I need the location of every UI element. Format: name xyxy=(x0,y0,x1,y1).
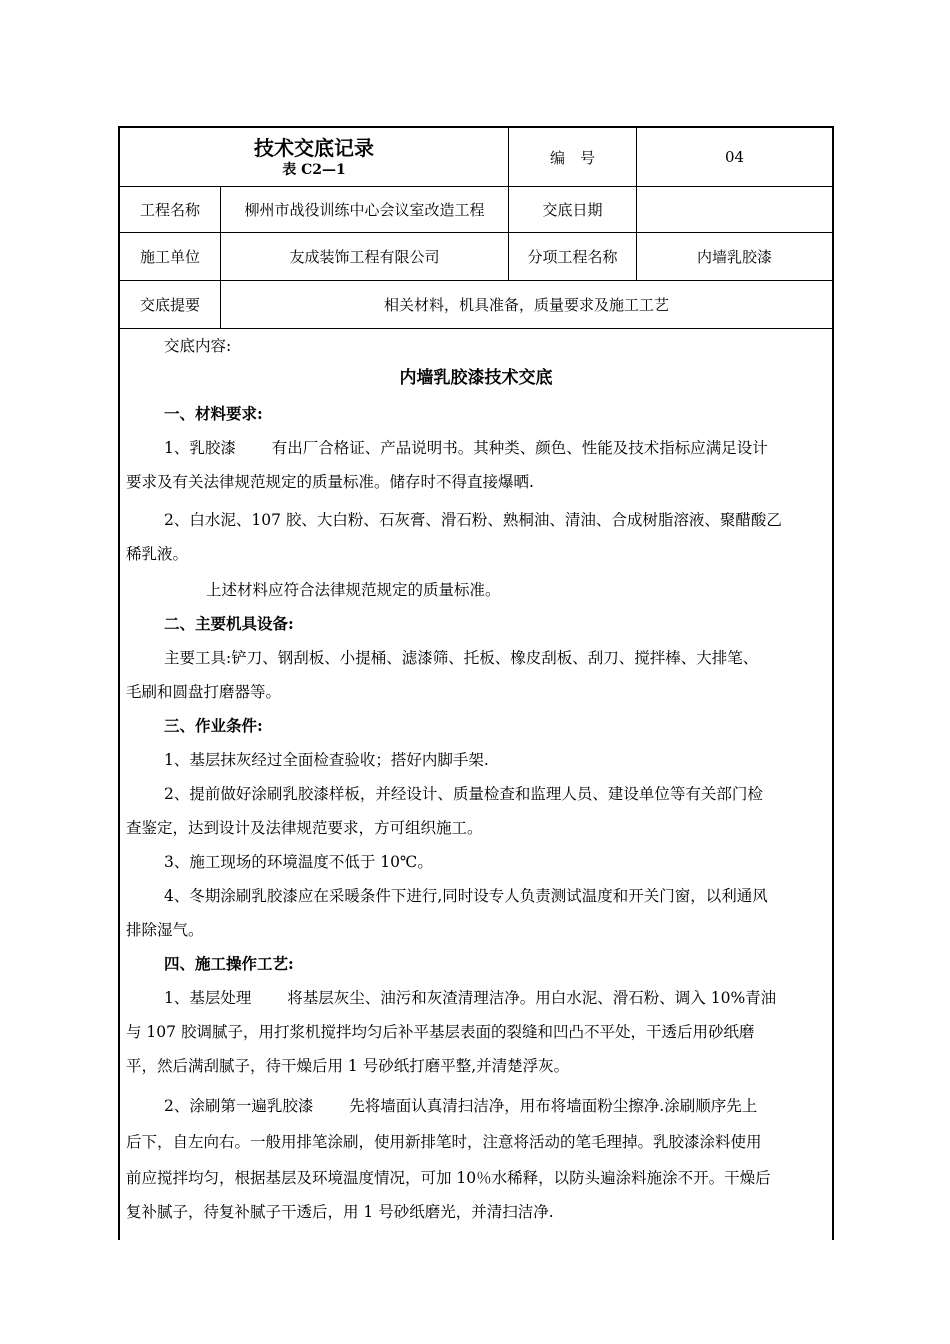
summary-row xyxy=(120,280,832,329)
paragraph-line: 3、施工现场的环境温度不低于 10℃。 xyxy=(164,853,433,871)
title-cell xyxy=(120,128,508,186)
paragraph-line: 要求及有关法律规范规定的质量标准。储存时不得直接爆晒. xyxy=(126,473,534,491)
unit-label: 施工单位 xyxy=(139,247,200,266)
paragraph-line: 1、基层处理 将基层灰尘、油污和灰渣清理洁净。用白水泥、滑石粉、调入 10%青油 xyxy=(164,989,777,1007)
project-label: 工程名称 xyxy=(139,200,200,219)
unit-row xyxy=(120,232,832,281)
summary-label: 交底提要 xyxy=(139,295,200,314)
number-label: 编 号 xyxy=(508,128,636,186)
section-4-heading: 四、施工操作工艺: xyxy=(164,954,294,973)
unit-value: 友成装饰工程有限公司 xyxy=(220,232,508,280)
paragraph-line: 2、提前做好涂刷乳胶漆样板，并经设计、质量检查和监理人员、建设单位等有关部门检 xyxy=(164,785,763,803)
paragraph-line: 后下，自左向右。一般用排笔涂刷，使用新排笔时，注意将活动的笔毛理掉。乳胶漆涂料使用 xyxy=(126,1133,762,1151)
paragraph-line: 4、冬期涂刷乳胶漆应在采暖条件下进行,同时设专人负责测试温度和开关门窗，以利通风 xyxy=(164,887,768,905)
date-value xyxy=(636,186,832,232)
record-title: 技术交底记录 xyxy=(254,136,374,160)
title-row xyxy=(120,128,832,187)
section-2-heading: 二、主要机具设备: xyxy=(164,614,294,633)
paragraph-line: 平，然后满刮腻子，待干燥后用 1 号砂纸打磨平整,并清楚浮灰。 xyxy=(126,1057,570,1075)
paragraph-line: 2、涂刷第一遍乳胶漆 先将墙面认真清扫洁净，用布将墙面粉尘擦净.涂刷顺序先上 xyxy=(164,1097,758,1115)
paragraph-line: 与 107 胶调腻子，用打浆机搅拌均匀后补平基层表面的裂缝和凹凸不平处，干透后用砂纸磨 xyxy=(126,1023,755,1041)
project-row xyxy=(120,186,832,233)
paragraph-line: 2、白水泥、107 胶、大白粉、石灰膏、滑石粉、熟桐油、清油、合成树脂溶液、聚醋酸乙 xyxy=(164,511,782,529)
subproject-value: 内墙乳胶漆 xyxy=(636,232,832,280)
paragraph-line: 1、基层抹灰经过全面检查验收；搭好内脚手架. xyxy=(164,751,489,769)
paragraph-line: 复补腻子，待复补腻子干透后，用 1 号砂纸磨光，并清扫洁净. xyxy=(126,1203,554,1221)
paragraph-line: 1、乳胶漆 有出厂合格证、产品说明书。其种类、颜色、性能及技术指标应满足设计 xyxy=(164,439,768,457)
number-value: 04 xyxy=(636,128,832,186)
document-title: 内墙乳胶漆技术交底 xyxy=(399,368,553,388)
paragraph-line: 稀乳液。 xyxy=(126,545,189,563)
date-label: 交底日期 xyxy=(508,186,636,232)
section-3-heading: 三、作业条件: xyxy=(164,716,263,735)
content-area xyxy=(120,332,832,1240)
content-intro: 交底内容: xyxy=(164,337,232,355)
paragraph-line: 主要工具:铲刀、钢刮板、小提桶、滤漆筛、托板、橡皮刮板、刮刀、搅拌棒、大排笔、 xyxy=(164,649,759,667)
paragraph-line: 毛刷和圆盘打磨器等。 xyxy=(126,683,282,701)
paragraph-line: 查鉴定，达到设计及法律规范要求，方可组织施工。 xyxy=(126,819,483,837)
paragraph-line: 排除湿气。 xyxy=(126,921,204,939)
form-number: 表 C2—1 xyxy=(282,162,346,178)
summary-value: 相关材料，机具准备，质量要求及施工工艺 xyxy=(220,280,832,328)
paragraph-line: 前应搅拌均匀，根据基层及环境温度情况，可加 10％水稀释，以防头遍涂料施涂不开。干燥后 xyxy=(126,1169,771,1187)
paragraph-line: 上述材料应符合法律规范规定的质量标准。 xyxy=(206,581,501,599)
project-value: 柳州市战役训练中心会议室改造工程 xyxy=(220,186,508,232)
section-1-heading: 一、材料要求: xyxy=(164,404,263,423)
record-sheet xyxy=(118,126,834,1240)
subproject-label: 分项工程名称 xyxy=(508,232,636,280)
